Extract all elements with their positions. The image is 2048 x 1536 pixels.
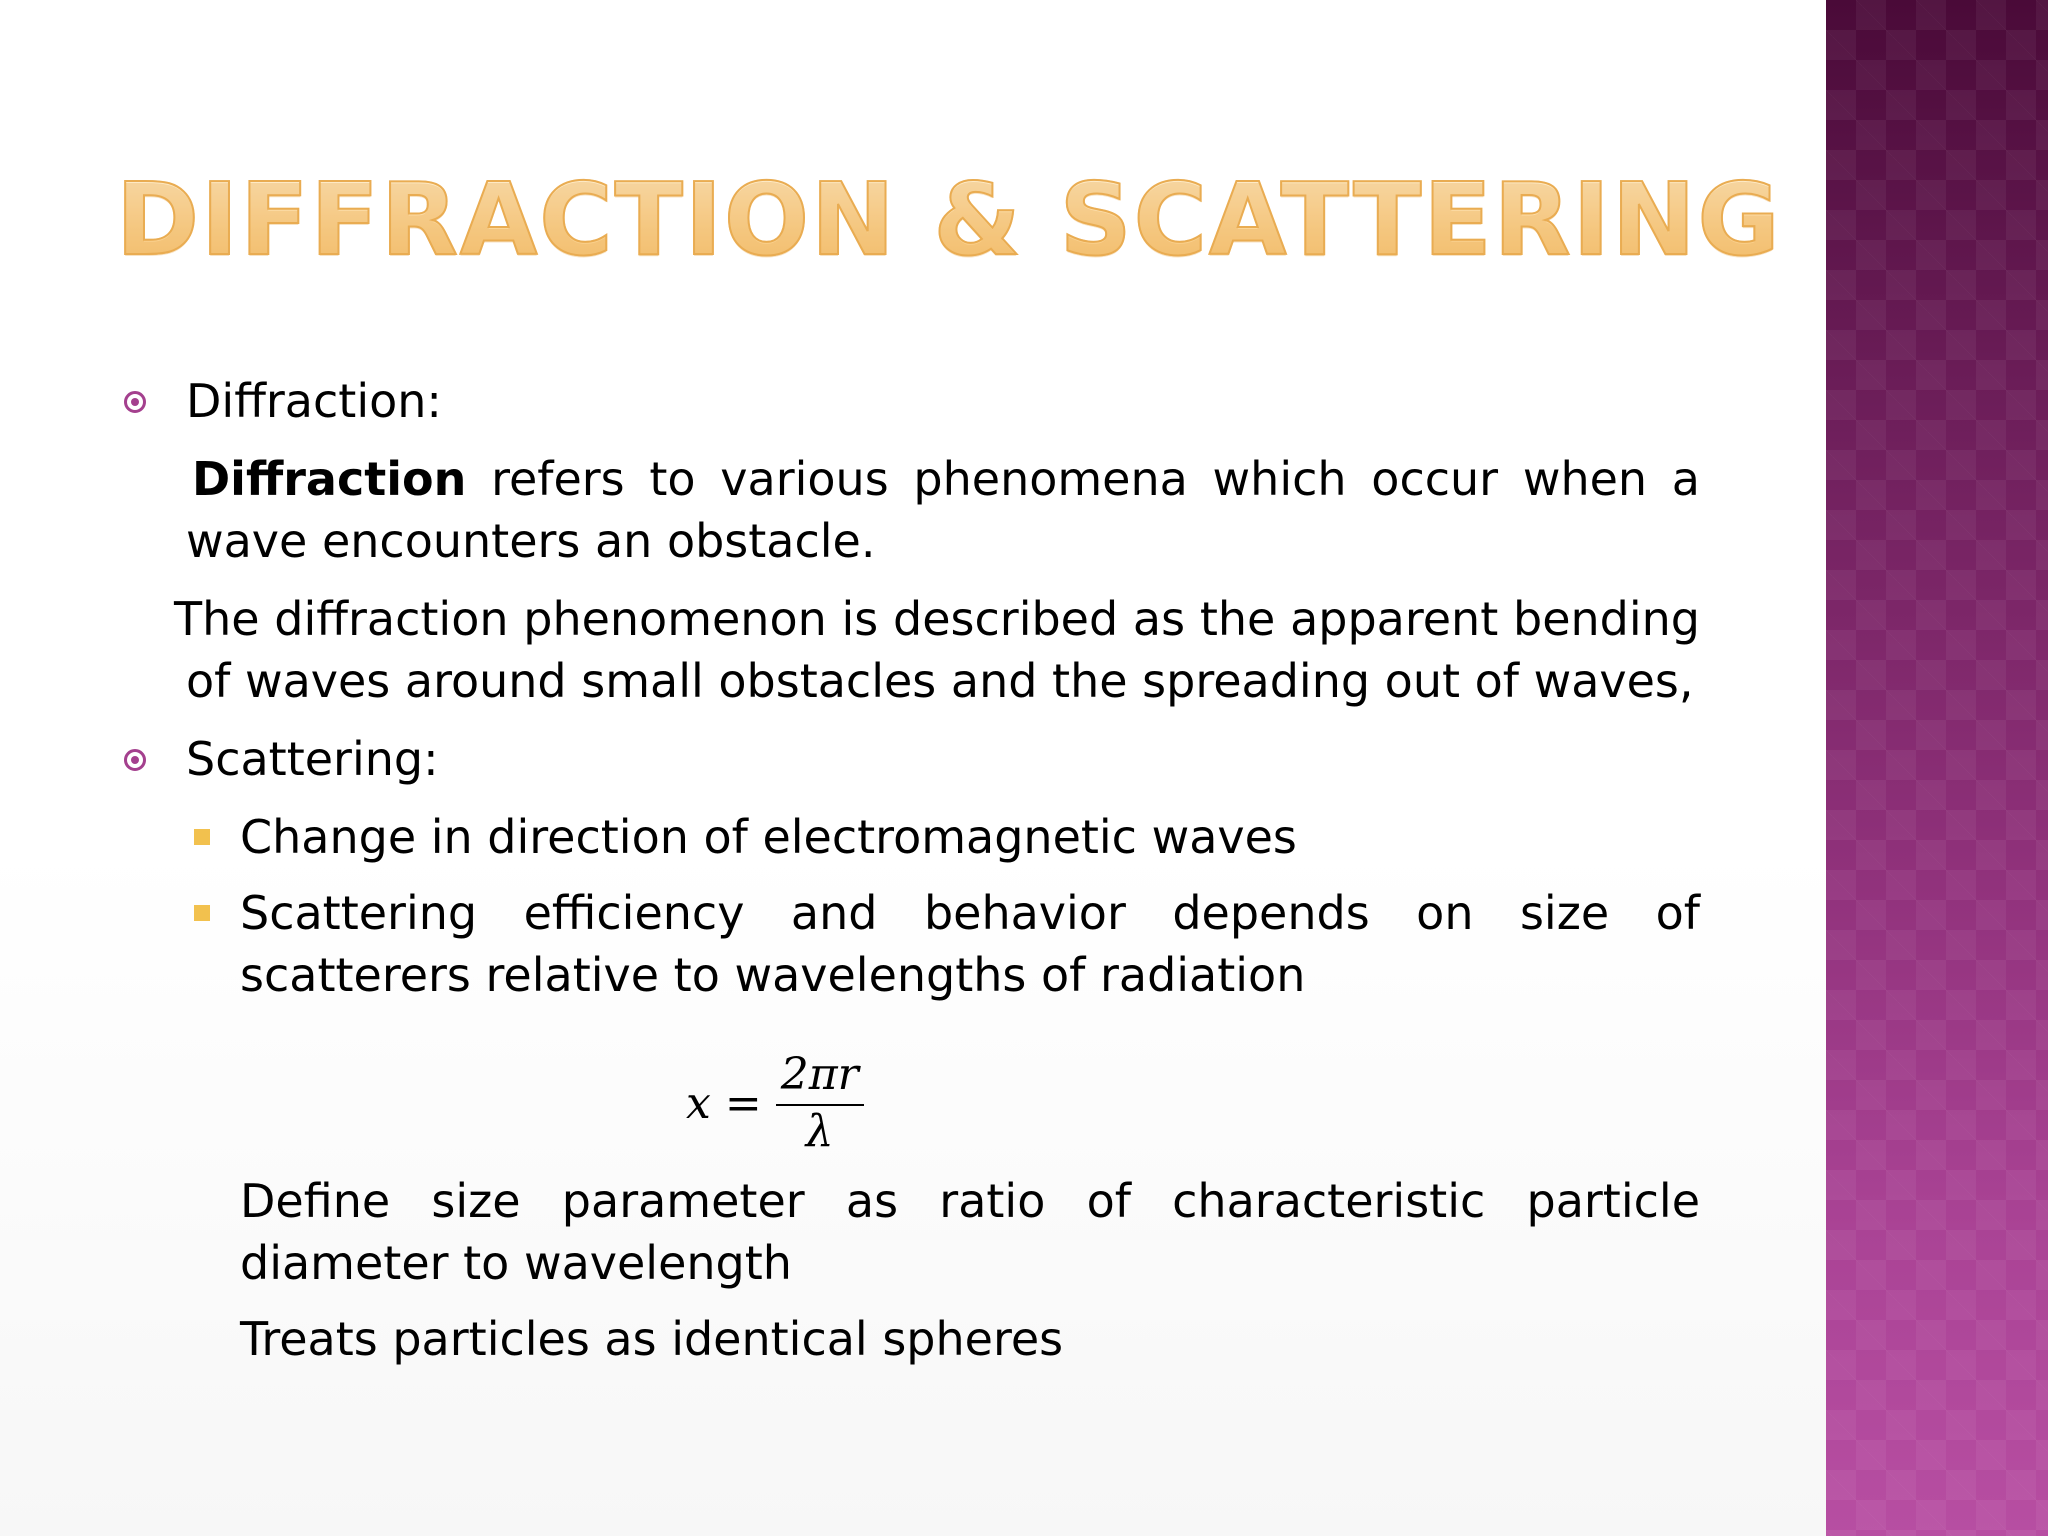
formula-equation bbox=[686, 1050, 864, 1158]
slide-content bbox=[120, 370, 1700, 1384]
formula-lhs: x bbox=[686, 1078, 711, 1129]
square-bullet-icon bbox=[194, 829, 210, 845]
sub-bullet-text: Change in direction of electromagnetic waves bbox=[240, 810, 1297, 864]
sub-bullet-item bbox=[120, 806, 1700, 868]
diffraction-definition-text: refers to various phenomena which occur when a wave encounters an obstacle. bbox=[186, 452, 1700, 568]
diffraction-term: Diffraction bbox=[192, 452, 467, 506]
spheres-note: Treats particles as identical spheres bbox=[240, 1312, 1064, 1366]
diamond-pattern bbox=[1826, 0, 2048, 1536]
formula-fraction bbox=[776, 1050, 864, 1158]
formula-numerator: 2πr bbox=[780, 1049, 859, 1100]
square-bullet-icon bbox=[194, 905, 210, 921]
ring-bullet-icon bbox=[124, 391, 146, 413]
sub-bullet-item bbox=[120, 882, 1700, 1006]
decorative-side-band bbox=[1826, 0, 2048, 1536]
bullet-diffraction bbox=[120, 370, 1700, 432]
formula-equals: = bbox=[724, 1078, 762, 1129]
formula-denominator: λ bbox=[805, 1106, 834, 1157]
size-parameter-definition: Define size parameter as ratio of characteristic particle diameter to wavelength bbox=[240, 1174, 1700, 1290]
diffraction-definition bbox=[186, 448, 1700, 572]
scattering-heading: Scattering: bbox=[186, 732, 439, 786]
diffraction-heading: Diffraction: bbox=[186, 374, 442, 428]
size-parameter-formula bbox=[120, 1030, 1700, 1160]
bullet-scattering bbox=[120, 728, 1700, 790]
sub-bullet-text: Scattering efficiency and behavior depends on size of scatterers relative to wavelengths of radiation bbox=[240, 886, 1700, 1002]
diffraction-description: The diffraction phenomenon is described as the apparent bending of waves around small obstacles and the spreading out of waves, bbox=[174, 592, 1700, 708]
ring-bullet-icon bbox=[124, 749, 146, 771]
slide-title: DIFFRACTION & SCATTERING bbox=[116, 161, 1782, 278]
